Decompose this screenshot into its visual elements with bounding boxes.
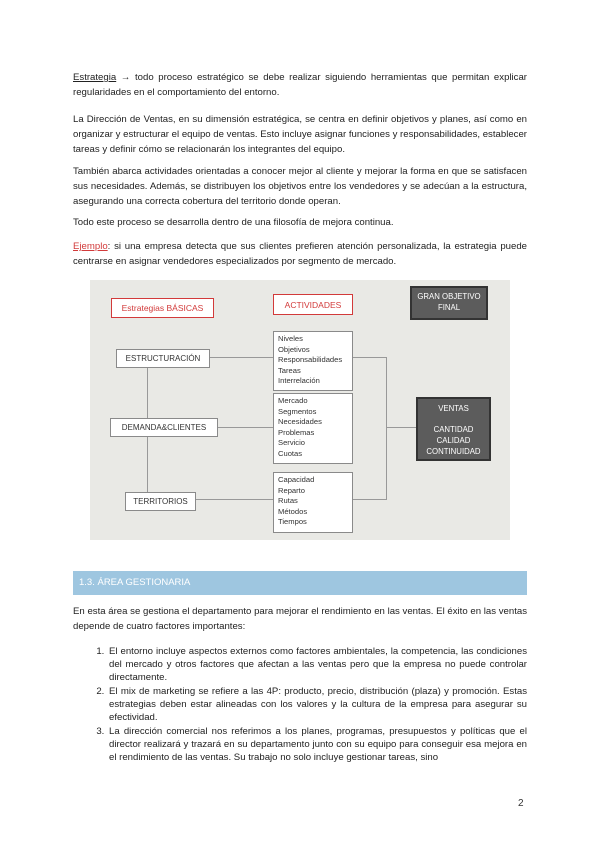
activity-item: Responsabilidades (278, 355, 343, 364)
activities-group-territory (273, 472, 353, 533)
paragraph-strategy (73, 70, 527, 100)
left-item-territory: TERRITORIOS (125, 492, 196, 511)
sales-quality: CALIDAD (436, 436, 471, 445)
connector-territory (194, 499, 273, 500)
activity-item: Reparto (278, 485, 306, 495)
activities-box: ACTIVIDADES (273, 294, 353, 315)
activity-item: Problemas (278, 427, 315, 437)
activities-group-structure (273, 331, 353, 391)
section-title: 1.3. ÁREA GESTIONARIA (79, 577, 191, 588)
activity-item: Métodos (278, 506, 308, 516)
sales-box (416, 397, 491, 461)
section-header (73, 571, 527, 595)
strategy-keyword: Estrategia (73, 72, 117, 83)
right-trunk-line (386, 357, 387, 500)
activity-item: Tareas (278, 365, 301, 375)
section-intro: En esta área se gestiona el departamento para mejorar el rendimiento en las ventas. El éxito en las ventas depende de cuatro factores importantes: (73, 606, 527, 632)
page-number: 2 (518, 798, 524, 809)
factor-item: 2. El mix de marketing se refiere a las 4P: producto, precio, distribución (plaza) y promoción. Estas estrategias deben estar alineadas con los valores y la cultura de la empresa para asegurar su efectividad. (107, 685, 527, 724)
strategies-box: Estrategias BÁSICAS (111, 298, 214, 318)
factor-item: 1. El entorno incluye aspectos externos como factores ambientales, la competencia, las condiciones del mercado y otros factores que afectan a las ventas pero que la empresa no puede controlar directamente. (107, 645, 527, 684)
strategy-diagram (90, 280, 510, 540)
connector-right-bottom (351, 499, 386, 500)
activities-group-demand (273, 393, 353, 464)
activity-item: Objetivos (278, 344, 310, 354)
paragraph-example (73, 239, 527, 269)
activity-item: Niveles (278, 334, 303, 343)
activity-item: Servicio (278, 438, 306, 447)
paragraph-continuous-improvement: Todo este proceso se desarrolla dentro de una filosofía de mejora continua. (73, 217, 394, 228)
activity-item: Tiempos (278, 517, 307, 526)
final-goal-line2: FINAL (437, 303, 461, 312)
connector-right-top (351, 357, 386, 358)
example-keyword: Ejemplo (73, 241, 108, 252)
activity-item: Capacidad (278, 475, 315, 484)
strategy-text: → todo proceso estratégico se debe realizar siguiendo herramientas que permitan explicar regularidades en el comportamiento del entorno. (73, 72, 527, 98)
activity-item: Interrelación (278, 376, 320, 385)
activity-item: Rutas (278, 496, 298, 505)
activity-item: Cuotas (278, 448, 303, 458)
connector-demand (216, 427, 273, 428)
sales-title: VENTAS (438, 404, 469, 413)
activity-item: Necesidades (278, 417, 322, 426)
final-goal-box (410, 286, 488, 320)
sales-quantity: CANTIDAD (433, 425, 474, 434)
factor-item: 3. La dirección comercial nos referimos a los planes, programas, presupuestos y políticas que el director realizará y trazará en su departamento junto con su equipo para conseguir esa mejora en el rendimiento de las ventas. Su trabajo no solo incluye gestionar tareas, sino (107, 725, 527, 764)
paragraph-activities: También abarca actividades orientadas a conocer mejor al cliente y mejorar la forma en que se satisfacen sus necesidades. Además, se distribuyen los objetivos entre los vendedores y se adecúan a la estructura, asegurando una correcta cobertura del territorio donde operan. (73, 166, 527, 207)
activity-item: Mercado (278, 396, 308, 405)
connector-sales (386, 427, 416, 428)
left-item-demand: DEMANDA&CLIENTES (110, 418, 218, 437)
activity-item: Segmentos (278, 406, 317, 416)
connector-structure (208, 357, 273, 358)
sales-continuity: CONTINUIDAD (426, 447, 481, 456)
left-item-structure: ESTRUCTURACIÓN (116, 349, 210, 368)
paragraph-sales-direction: La Dirección de Ventas, en su dimensión estratégica, se centra en definir objetivos y planes, así como en organizar y estructurar el equipo de ventas. Esto incluye asignar funciones y responsabilidades, establecer tareas y definir cómo se relacionarán los integrantes del equipo. (73, 114, 527, 155)
factors-list (73, 645, 527, 765)
example-text: : si una empresa detecta que sus clientes prefieren atención personalizada, la estrategia puede centrarse en asignar vendedores especializados por segmento de mercado. (73, 241, 527, 267)
final-goal-line1: GRAN OBJETIVO (417, 292, 481, 301)
